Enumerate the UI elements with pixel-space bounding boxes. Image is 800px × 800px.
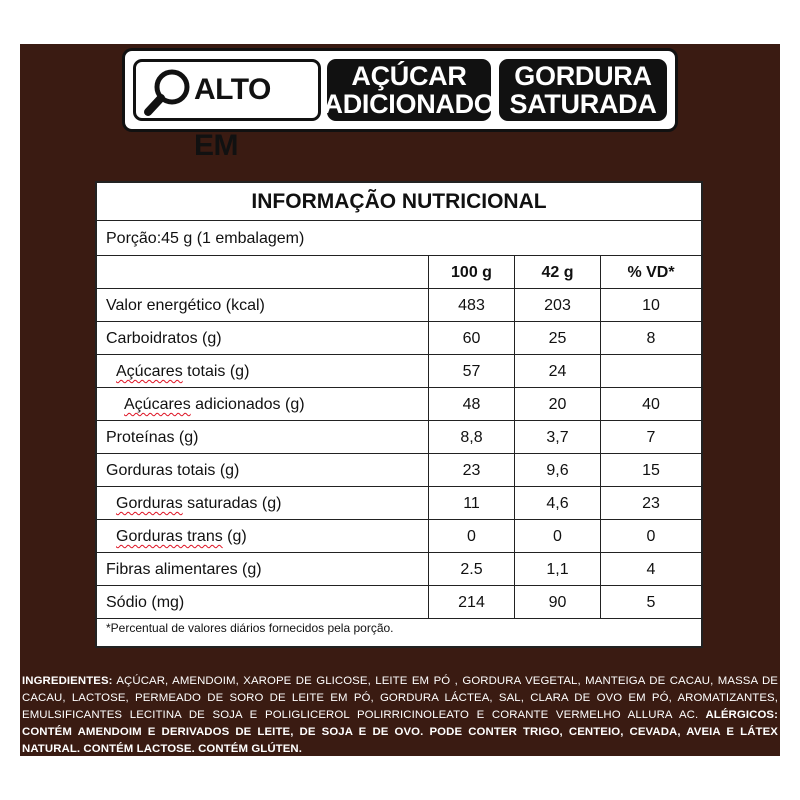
allergens-text: ALÉRGICOS: CONTÉM AMENDOIM E DERIVADOS DE LEITE, DE SOJA E DE OVO. PODE CONTER TRIGO, CENTEIO, CEVADA, AVEIA E LÁTEX NATURAL. CONTÉM LACTOSE. CONTÉM GLÚTEN. (22, 709, 778, 755)
nutrient-name-rest: adicionados (g) (190, 396, 305, 413)
table-row (97, 586, 701, 619)
alto-em-box (133, 59, 321, 162)
nutrient-name: Fibras alimentares (g) (106, 561, 262, 578)
nutrition-facts-table (95, 181, 703, 648)
alto-em-text: ALTO EM (194, 73, 271, 162)
acucar-adicionado-box (323, 59, 495, 121)
value-100g: 11 (428, 487, 514, 519)
table-row (97, 355, 701, 388)
nutrient-name-rest: totais (g) (182, 363, 250, 380)
header-vd: % VD* (600, 256, 701, 288)
nutrient-name: Sódio (mg) (106, 594, 185, 611)
nutrient-name-underlined: Açúcares (124, 396, 191, 413)
ingredients-label: INGREDIENTES: (22, 675, 113, 687)
nutrient-name-rest: (g) (222, 528, 247, 545)
value-vd: 7 (600, 421, 701, 453)
table-row (97, 487, 701, 520)
value-42g: 203 (514, 289, 600, 321)
value-100g: 0 (428, 520, 514, 552)
nutrient-name (106, 388, 424, 420)
value-100g: 483 (428, 289, 514, 321)
value-vd: 40 (600, 388, 701, 420)
table-row (97, 454, 701, 487)
value-42g: 90 (514, 586, 600, 618)
value-100g: 8,8 (428, 421, 514, 453)
value-42g: 1,1 (514, 553, 600, 585)
table-header-row (97, 256, 701, 289)
value-vd: 15 (600, 454, 701, 486)
magnifier-icon (142, 66, 194, 118)
nutrient-name (106, 520, 424, 552)
value-42g: 3,7 (514, 421, 600, 453)
value-100g: 60 (428, 322, 514, 354)
table-row (97, 520, 701, 553)
nutrient-name: Valor energético (kcal) (106, 297, 265, 314)
value-100g: 57 (428, 355, 514, 387)
saturada-line: SATURADA (509, 89, 657, 119)
nutrient-name-rest: saturadas (g) (182, 495, 282, 512)
nutrition-rows (97, 256, 701, 619)
value-100g: 214 (428, 586, 514, 618)
nutrient-name (106, 487, 424, 519)
value-42g: 0 (514, 520, 600, 552)
header-100g: 100 g (428, 256, 514, 288)
table-row (97, 322, 701, 355)
table-row (97, 289, 701, 322)
nutrient-name-underlined: Açúcares (116, 363, 183, 380)
header-blank (106, 256, 424, 288)
value-vd: 10 (600, 289, 701, 321)
value-vd: 0 (600, 520, 701, 552)
portion-size: Porção:45 g (1 embalagem) (97, 221, 701, 256)
nutrient-name-underlined: Gorduras trans (116, 528, 223, 545)
nutrient-name-underlined: Gorduras (116, 495, 183, 512)
value-vd: 5 (600, 586, 701, 618)
table-row (97, 388, 701, 421)
header-42g: 42 g (514, 256, 600, 288)
nutrient-name: Proteínas (g) (106, 429, 199, 446)
value-42g: 4,6 (514, 487, 600, 519)
nutrient-name (106, 355, 424, 387)
value-42g: 24 (514, 355, 600, 387)
value-vd: 4 (600, 553, 701, 585)
nutrient-name: Gorduras totais (g) (106, 462, 240, 479)
value-100g: 23 (428, 454, 514, 486)
value-42g: 25 (514, 322, 600, 354)
nutrition-title: INFORMAÇÃO NUTRICIONAL (97, 183, 701, 221)
value-100g: 2.5 (428, 553, 514, 585)
vd-footnote: *Percentual de valores diários fornecidos pela porção. (106, 621, 394, 635)
value-42g: 20 (514, 388, 600, 420)
value-vd: 23 (600, 487, 701, 519)
adicionado-line: ADICIONADO (323, 89, 495, 119)
front-warning-label (122, 48, 678, 162)
nutrient-name: Carboidratos (g) (106, 330, 222, 347)
table-row (97, 553, 701, 586)
value-vd (600, 355, 701, 387)
acucar-line: AÇÚCAR (351, 61, 467, 91)
value-42g: 9,6 (514, 454, 600, 486)
value-vd: 8 (600, 322, 701, 354)
table-row (97, 421, 701, 454)
value-100g: 48 (428, 388, 514, 420)
ingredients-list: AÇÚCAR, AMENDOIM, XAROPE DE GLICOSE, LEITE EM PÓ , GORDURA VEGETAL, MANTEIGA DE CACAU, MASSA DE CACAU, LACTOSE, PERMEADO DE SORO DE LEITE EM PÓ, GORDURA LÁCTEA, SAL, CLARA DE OVO EM PÓ, AROMATIZANTES, EMULSIFICANTES LECITINA DE SOJA E POLIGLICEROL POLIRRICINOLEATO E CORANTE VERMELHO ALLURA AC. (22, 675, 778, 721)
ingredients-paragraph (22, 673, 778, 758)
gordura-line: GORDURA (514, 61, 652, 91)
gordura-saturada-box (499, 59, 667, 121)
